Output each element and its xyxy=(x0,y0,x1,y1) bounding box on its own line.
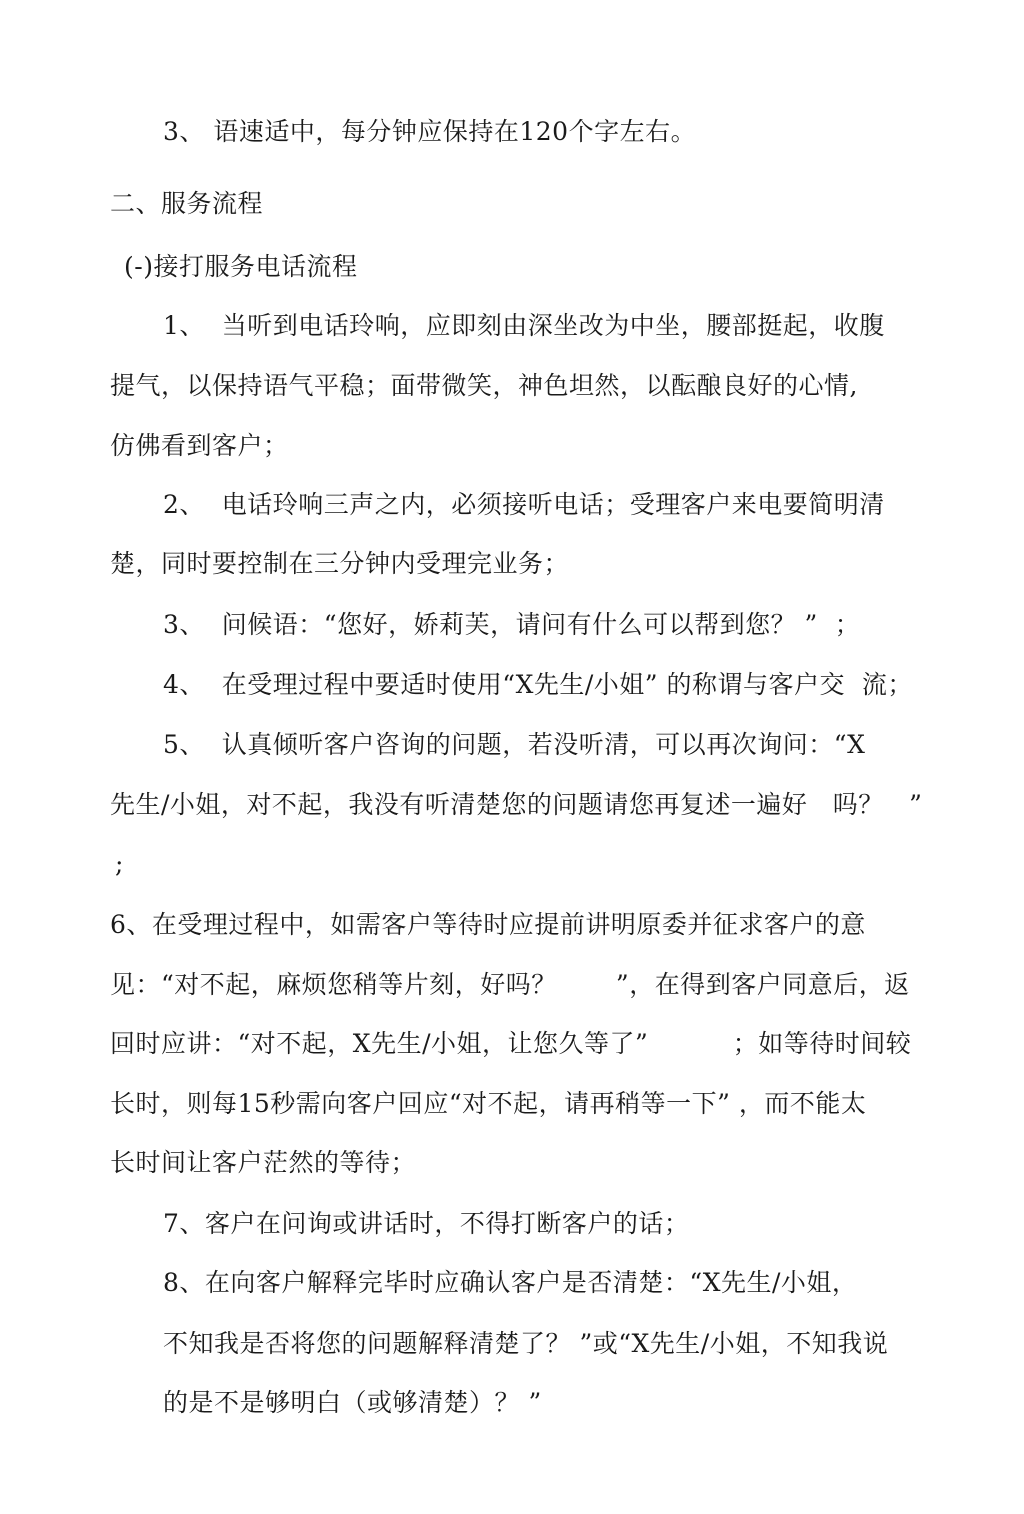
item-8-line-2: 不知我是否将您的问题解释清楚了？ ”或“X先生/小姐，不知我说 xyxy=(163,1329,889,1358)
item-8-line-1: 8、在向客户解释完毕时应确认客户是否清楚：“X先生/小姐， xyxy=(163,1268,858,1297)
item-7-line: 7、客户在问询或讲话时，不得打断客户的话； xyxy=(163,1209,690,1238)
item-6-line-2: 见：“对不起，麻烦您稍等片刻，好吗？ ”，在得到客户同意后，返 xyxy=(110,970,910,999)
item-1-line-1: 1、 当听到电话玲响，应即刻由深坐改为中坐，腰部挺起，收腹 xyxy=(163,311,885,340)
paragraph-speech-rate: 3、 语速适中，每分钟应保持在120个字左右。 xyxy=(163,117,697,146)
item-6-line-4: 长时，则每15秒需向客户回应“对不起，请再稍等一下” ，而不能太 xyxy=(110,1089,867,1118)
item-5-line-1: 5、 认真倾听客户咨询的问题，若没听清，可以再次询问：“X xyxy=(163,730,866,759)
item-5-line-3: ; xyxy=(115,849,124,878)
item-6-line-5: 长时间让客户茫然的等待； xyxy=(110,1148,417,1177)
item-6-line-3: 回时应讲：“对不起，X先生/小姐，让您久等了” ；如等待时间较 xyxy=(110,1029,912,1058)
item-2-line-1: 2、 电话玲响三声之内，必须接听电话；受理客户来电要简明清 xyxy=(163,490,885,519)
item-6-line-1: 6、在受理过程中，如需客户等待时应提前讲明原委并征求客户的意 xyxy=(110,910,866,939)
item-1-line-2: 提气，以保持语气平稳；面带微笑，神色坦然，以酝酿良好的心情, xyxy=(110,371,858,400)
item-4-line: 4、 在受理过程中要适时使用“X先生/小姐” 的称谓与客户交 流； xyxy=(163,670,913,699)
item-5-line-2: 先生/小姐，对不起，我没有听清楚您的问题请您再复述一遍好 吗？ ” xyxy=(110,790,923,819)
item-2-line-2: 楚，同时要控制在三分钟内受理完业务； xyxy=(110,549,570,578)
item-1-line-3: 仿佛看到客户； xyxy=(110,431,289,460)
subsection-heading-phone-process: (-)接打服务电话流程 xyxy=(124,252,358,281)
item-3-greeting: 3、 问候语：“您好，娇莉芙，请问有什么可以帮到您？ ” ； xyxy=(163,610,861,639)
item-8-line-3: 的是不是够明白（或够清楚）？ ” xyxy=(163,1388,542,1417)
section-heading-service-process: 二、服务流程 xyxy=(110,189,264,218)
